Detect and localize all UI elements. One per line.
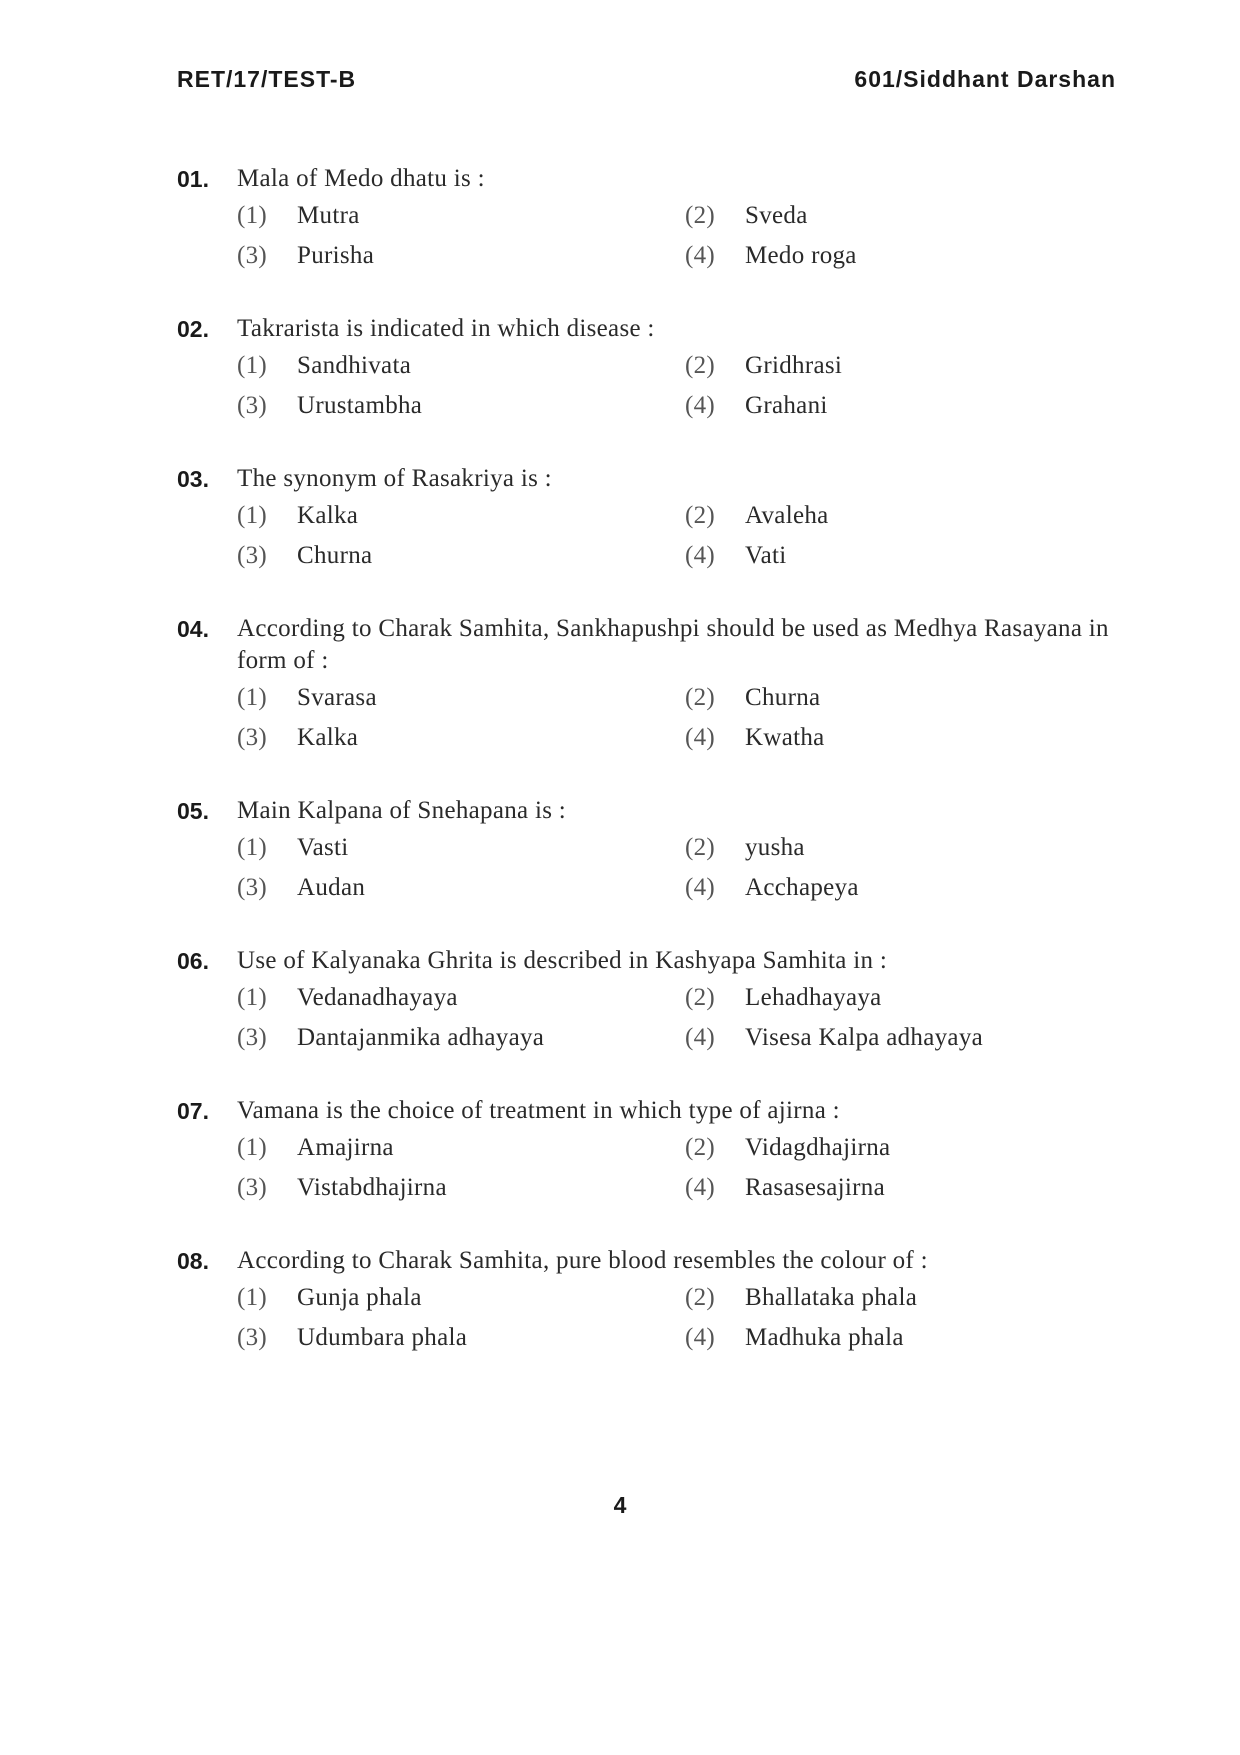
option-1 <box>237 350 685 382</box>
option-text: Vasti <box>297 834 349 861</box>
question-number: 07. <box>177 1098 209 1124</box>
option-text: Mutra <box>297 202 360 229</box>
option-text: Bhallataka phala <box>745 1284 918 1311</box>
option-number: (4) <box>685 1024 716 1051</box>
question-number: 08. <box>177 1248 209 1274</box>
question-number: 05. <box>177 798 209 824</box>
option-3 <box>237 1022 685 1054</box>
question-text: Main Kalpana of Snehapana is : <box>237 797 567 824</box>
option-4 <box>685 1172 1117 1204</box>
option-text: Madhuka phala <box>745 1324 904 1351</box>
option-number: (2) <box>685 502 716 529</box>
option-4 <box>685 240 1117 272</box>
option-2 <box>685 682 1117 714</box>
option-number: (2) <box>685 202 716 229</box>
option-number: (1) <box>237 502 268 529</box>
option-number: (1) <box>237 1284 268 1311</box>
question-05 <box>177 795 1117 904</box>
option-number: (1) <box>237 352 268 379</box>
option-text: Acchapeya <box>745 874 859 901</box>
option-text: Grahani <box>745 392 828 419</box>
option-3 <box>237 1322 685 1354</box>
question-text: Use of Kalyanaka Ghrita is described in Kashyapa Samhita in : <box>237 947 888 974</box>
option-text: Sveda <box>745 202 808 229</box>
option-2 <box>685 200 1117 232</box>
option-1 <box>237 500 685 532</box>
option-number: (1) <box>237 984 268 1011</box>
question-text: Vamana is the choice of treatment in which type of ajirna : <box>237 1097 840 1124</box>
question-text: Mala of Medo dhatu is : <box>237 165 485 192</box>
question-03 <box>177 463 1117 572</box>
option-number: (4) <box>685 874 716 901</box>
question-04 <box>177 613 1117 754</box>
option-2 <box>685 982 1117 1014</box>
option-text: Svarasa <box>297 684 377 711</box>
option-text: Audan <box>297 874 366 901</box>
option-text: Gunja phala <box>297 1284 422 1311</box>
option-text: Vati <box>745 542 787 569</box>
option-1 <box>237 832 685 864</box>
option-number: (3) <box>237 1024 268 1051</box>
option-1 <box>237 682 685 714</box>
option-1 <box>237 1282 685 1314</box>
option-1 <box>237 200 685 232</box>
option-4 <box>685 1322 1117 1354</box>
option-text: Amajirna <box>297 1134 394 1161</box>
option-3 <box>237 722 685 754</box>
option-number: (2) <box>685 684 716 711</box>
option-number: (4) <box>685 724 716 751</box>
option-2 <box>685 350 1117 382</box>
option-text: Kalka <box>297 724 359 751</box>
option-2 <box>685 1132 1117 1164</box>
option-4 <box>685 540 1117 572</box>
option-2 <box>685 832 1117 864</box>
option-2 <box>685 500 1117 532</box>
option-text: Lehadhayaya <box>745 984 882 1011</box>
exam-code: RET/17/TEST-B <box>177 66 357 92</box>
option-number: (4) <box>685 1174 716 1201</box>
option-text: Medo roga <box>745 242 857 269</box>
question-number: 03. <box>177 466 209 492</box>
question-07 <box>177 1095 1117 1204</box>
option-number: (2) <box>685 1284 716 1311</box>
option-3 <box>237 390 685 422</box>
option-text: Rasasesajirna <box>745 1174 885 1201</box>
option-number: (3) <box>237 1324 268 1351</box>
subject-title: 601/Siddhant Darshan <box>854 66 1116 92</box>
option-number: (2) <box>685 834 716 861</box>
option-4 <box>685 872 1117 904</box>
option-number: (1) <box>237 202 268 229</box>
option-text: yusha <box>745 834 805 861</box>
question-text: According to Charak Samhita, Sankhapushpi should be used as Medhya Rasayana in form of : <box>237 615 1109 674</box>
question-number: 01. <box>177 166 209 192</box>
option-3 <box>237 1172 685 1204</box>
option-number: (4) <box>685 1324 716 1351</box>
option-number: (3) <box>237 1174 268 1201</box>
option-text: Purisha <box>297 242 375 269</box>
option-text: Gridhrasi <box>745 352 843 379</box>
option-number: (3) <box>237 724 268 751</box>
option-number: (3) <box>237 542 268 569</box>
option-number: (3) <box>237 874 268 901</box>
question-number: 04. <box>177 616 209 642</box>
option-text: Churna <box>297 542 373 569</box>
option-text: Churna <box>745 684 821 711</box>
question-text: The synonym of Rasakriya is : <box>237 465 552 492</box>
option-text: Vistabdhajirna <box>297 1174 447 1201</box>
option-4 <box>685 1022 1117 1054</box>
question-06 <box>177 945 1117 1054</box>
page-header <box>177 66 1116 93</box>
option-text: Kwatha <box>745 724 825 751</box>
option-1 <box>237 1132 685 1164</box>
option-number: (1) <box>237 834 268 861</box>
question-text: Takrarista is indicated in which disease : <box>237 315 655 342</box>
option-number: (4) <box>685 392 716 419</box>
option-text: Dantajanmika adhayaya <box>297 1024 545 1051</box>
option-number: (4) <box>685 242 716 269</box>
option-3 <box>237 872 685 904</box>
option-number: (2) <box>685 984 716 1011</box>
option-text: Kalka <box>297 502 359 529</box>
question-text: According to Charak Samhita, pure blood resembles the colour of : <box>237 1247 928 1274</box>
option-text: Urustambha <box>297 392 423 419</box>
option-number: (3) <box>237 242 268 269</box>
question-number: 06. <box>177 948 209 974</box>
option-4 <box>685 390 1117 422</box>
option-4 <box>685 722 1117 754</box>
option-number: (2) <box>685 1134 716 1161</box>
option-1 <box>237 982 685 1014</box>
option-text: Visesa Kalpa adhayaya <box>745 1024 984 1051</box>
question-08 <box>177 1245 1117 1354</box>
question-01 <box>177 163 1117 272</box>
option-number: (4) <box>685 542 716 569</box>
option-text: Vidagdhajirna <box>745 1134 891 1161</box>
option-text: Vedanadhayaya <box>297 984 458 1011</box>
option-text: Avaleha <box>745 502 829 529</box>
option-text: Sandhivata <box>297 352 412 379</box>
option-3 <box>237 240 685 272</box>
option-text: Udumbara phala <box>297 1324 468 1351</box>
option-number: (1) <box>237 1134 268 1161</box>
option-2 <box>685 1282 1117 1314</box>
option-number: (2) <box>685 352 716 379</box>
question-list <box>177 163 1117 1395</box>
question-02 <box>177 313 1117 422</box>
option-number: (3) <box>237 392 268 419</box>
question-number: 02. <box>177 316 209 342</box>
option-3 <box>237 540 685 572</box>
option-number: (1) <box>237 684 268 711</box>
page-number: 4 <box>613 1492 627 1518</box>
